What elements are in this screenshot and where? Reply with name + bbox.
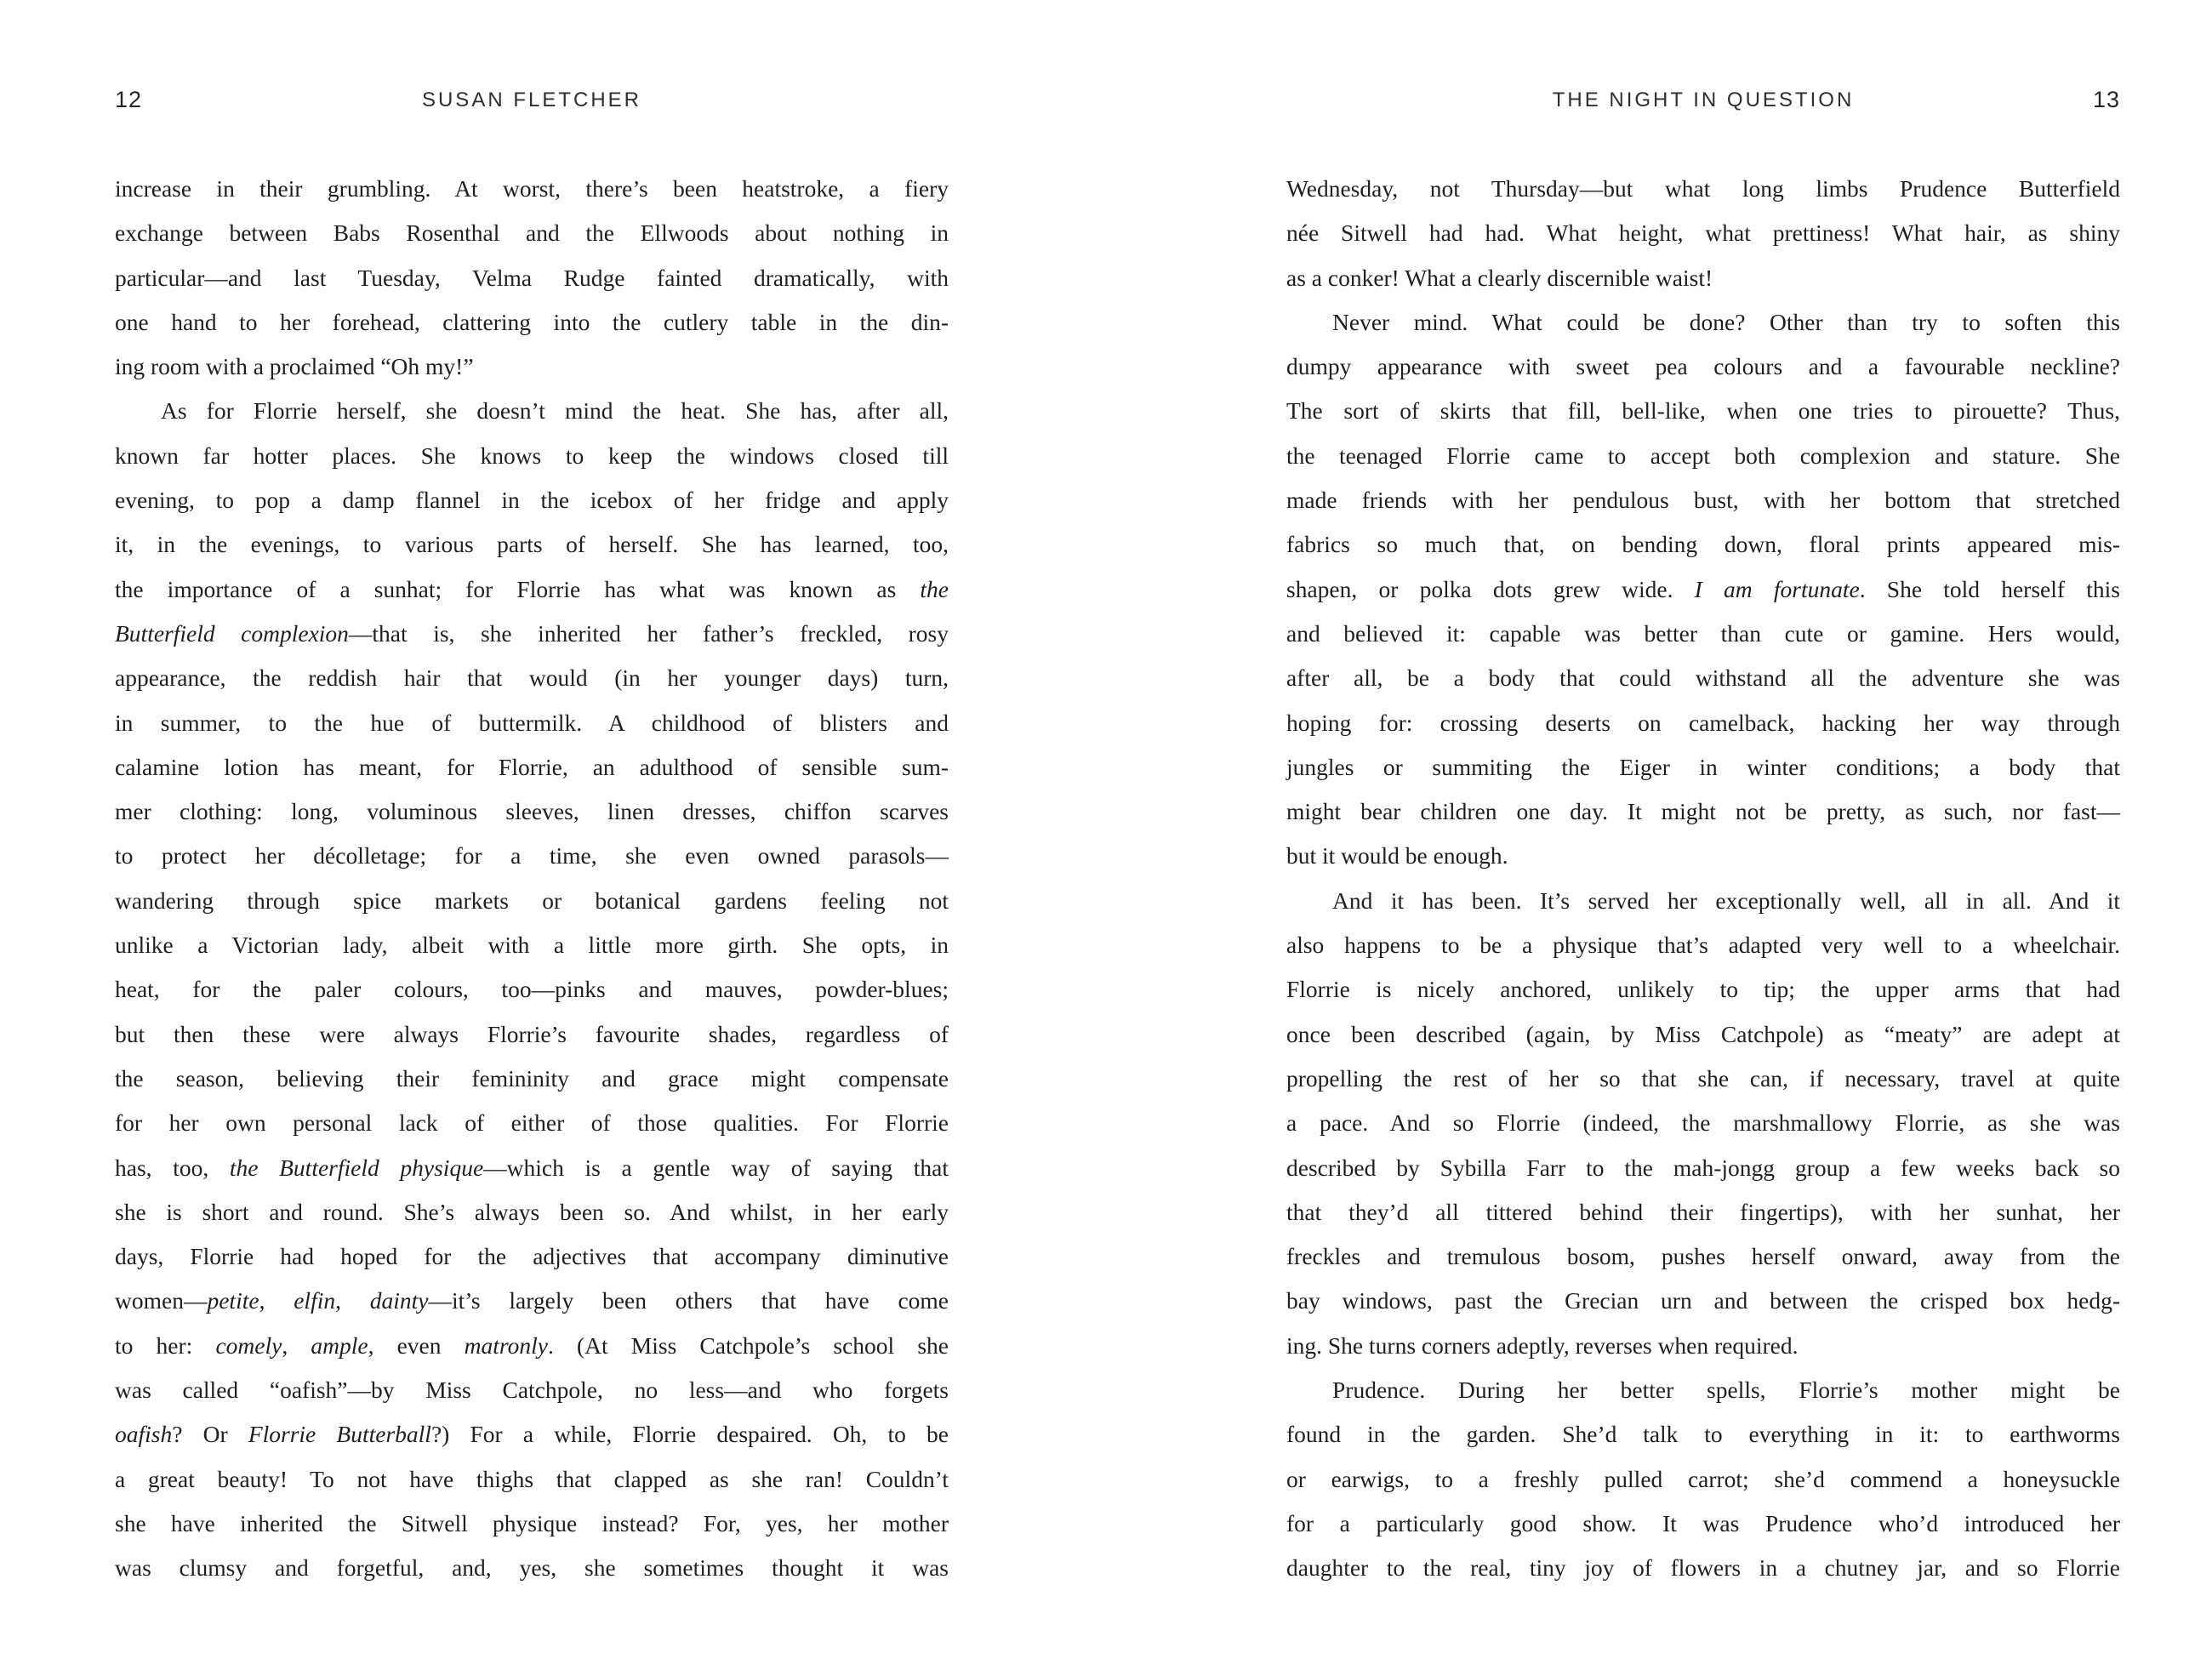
text-line: in summer, to the hue of buttermilk. A childhood of blisters and — [115, 709, 949, 736]
text-line: days, Florrie had hoped for the adjectives that accompany diminutive — [115, 1243, 949, 1270]
right-page-header — [1286, 88, 2120, 119]
text-line: calamine lotion has meant, for Florrie, an adulthood of sensible sum- — [115, 753, 949, 780]
text-line: one hand to her forehead, clattering into the cutlery table in the din- — [115, 308, 949, 335]
text-line: was called “oafish”—by Miss Catchpole, no less—and who forgets — [115, 1377, 949, 1404]
text-line: for her own personal lack of either of those qualities. For Florrie — [115, 1109, 949, 1137]
text-line: shapen, or polka dots grew wide. I am fortunate. She told herself this — [1286, 575, 2120, 602]
text-line: once been described (again, by Miss Catchpole) as “meaty” are adept at — [1286, 1020, 2120, 1047]
text-line: ing room with a proclaimed “Oh my!” — [115, 353, 474, 380]
right-page-text — [1286, 167, 2120, 1591]
text-line: a great beauty! To not have thighs that clapped as she ran! Couldn’t — [115, 1465, 949, 1492]
right-running-header: THE NIGHT IN QUESTION — [1552, 88, 1855, 111]
text-line: has, too, the Butterfield physique—which is a gentle way of saying that — [115, 1154, 949, 1181]
text-line: née Sitwell had had. What height, what prettiness! What hair, as shiny — [1286, 219, 2120, 247]
text-line: known far hotter places. She knows to keep the windows closed till — [115, 442, 949, 469]
text-line: exchange between Babs Rosenthal and the Ellwoods about nothing in — [115, 219, 949, 247]
text-line: made friends with her pendulous bust, with her bottom that stretched — [1286, 487, 2120, 514]
text-line: for a particularly good show. It was Prudence who’d introduced her — [1286, 1509, 2120, 1536]
text-line: Prudence. During her better spells, Florrie’s mother might be — [1332, 1377, 2120, 1404]
text-line: but it would be enough. — [1286, 842, 1508, 869]
left-page-text — [115, 167, 949, 1591]
text-line: mer clothing: long, voluminous sleeves, linen dresses, chiffon scarves — [115, 798, 949, 825]
right-page-number: 13 — [2092, 87, 2120, 112]
text-line: Florrie is nicely anchored, unlikely to tip; the upper arms that had — [1286, 976, 2120, 1003]
text-line: was clumsy and forgetful, and, yes, she sometimes thought it was — [115, 1554, 949, 1582]
text-line: Butterfield complexion—that is, she inherited her father’s freckled, rosy — [115, 619, 949, 647]
text-line: freckles and tremulous bosom, pushes herself onward, away from the — [1286, 1243, 2120, 1270]
text-line: jungles or summiting the Eiger in winter conditions; a body that — [1286, 753, 2120, 780]
text-line: she is short and round. She’s always been so. And whilst, in her early — [115, 1198, 949, 1225]
text-line: that they’d all tittered behind their fingertips), with her sunhat, her — [1286, 1198, 2120, 1225]
text-line: also happens to be a physique that’s adapted very well to a wheelchair. — [1286, 932, 2120, 959]
text-line: a pace. And so Florrie (indeed, the marshmallowy Florrie, as she was — [1286, 1109, 2120, 1137]
text-line: it, in the evenings, to various parts of herself. She has learned, too, — [115, 531, 949, 558]
text-line: increase in their grumbling. At worst, there’s been heatstroke, a fiery — [115, 175, 949, 202]
text-line: might bear children one day. It might not be pretty, as such, nor fast— — [1286, 798, 2120, 825]
text-line: but then these were always Florrie’s favourite shades, regardless of — [115, 1020, 949, 1047]
text-line: unlike a Victorian lady, albeit with a little more girth. She opts, in — [115, 932, 949, 959]
text-line: Never mind. What could be done? Other than try to soften this — [1332, 308, 2120, 335]
text-line: and believed it: capable was better than cute or gamine. Hers would, — [1286, 619, 2120, 647]
text-line: ing. She turns corners adeptly, reverses when required. — [1286, 1331, 1799, 1359]
text-line: as a conker! What a clearly discernible waist! — [1286, 264, 1713, 291]
text-line: The sort of skirts that fill, bell-like, when one tries to pirouette? Thus, — [1286, 397, 2120, 425]
text-line: As for Florrie herself, she doesn’t mind the heat. She has, after all, — [161, 397, 949, 425]
text-line: to protect her décolletage; for a time, she even owned parasols— — [115, 842, 949, 869]
text-line: or earwigs, to a freshly pulled carrot; she’d commend a honeysuckle — [1286, 1465, 2120, 1492]
text-line: oafish? Or Florrie Butterball?) For a while, Florrie despaired. Oh, to be — [115, 1421, 949, 1448]
text-line: the season, believing their femininity and grace might compensate — [115, 1064, 949, 1092]
text-line: described by Sybilla Farr to the mah-jongg group a few weeks back so — [1286, 1154, 2120, 1181]
text-line: she have inherited the Sitwell physique instead? For, yes, her mother — [115, 1509, 949, 1536]
text-line: fabrics so much that, on bending down, floral prints appeared mis- — [1286, 531, 2120, 558]
text-line: daughter to the real, tiny joy of flowers in a chutney jar, and so Florrie — [1286, 1554, 2120, 1582]
text-line: appearance, the reddish hair that would (in her younger days) turn, — [115, 664, 949, 692]
text-line: propelling the rest of her so that she can, if necessary, travel at quite — [1286, 1064, 2120, 1092]
text-line: Wednesday, not Thursday—but what long limbs Prudence Butterfield — [1286, 175, 2120, 202]
text-line: hoping for: crossing deserts on camelback, hacking her way through — [1286, 709, 2120, 736]
text-line: bay windows, past the Grecian urn and between the crisped box hedg- — [1286, 1287, 2120, 1314]
text-line: And it has been. It’s served her exceptionally well, all in all. And it — [1332, 887, 2120, 914]
text-line: after all, be a body that could withstand all the adventure she was — [1286, 664, 2120, 692]
text-line: evening, to pop a damp flannel in the icebox of her fridge and apply — [115, 487, 949, 514]
text-line: found in the garden. She’d talk to everything in it: to earthworms — [1286, 1421, 2120, 1448]
text-line: dumpy appearance with sweet pea colours and a favourable neckline? — [1286, 353, 2120, 380]
text-line: particular—and last Tuesday, Velma Rudge fainted dramatically, with — [115, 264, 949, 291]
text-line: the importance of a sunhat; for Florrie has what was known as the — [115, 575, 949, 602]
text-line: women—petite, elfin, dainty—it’s largely been others that have come — [115, 1287, 949, 1314]
left-page-number: 12 — [115, 87, 143, 112]
text-line: to her: comely, ample, even matronly. (At Miss Catchpole’s school she — [115, 1331, 949, 1359]
text-line: the teenaged Florrie came to accept both complexion and stature. She — [1286, 442, 2120, 469]
text-line: heat, for the paler colours, too—pinks and mauves, powder-blues; — [115, 976, 949, 1003]
text-line: wandering through spice markets or botanical gardens feeling not — [115, 887, 949, 914]
left-page-header — [115, 88, 949, 119]
left-running-header: SUSAN FLETCHER — [421, 88, 642, 111]
